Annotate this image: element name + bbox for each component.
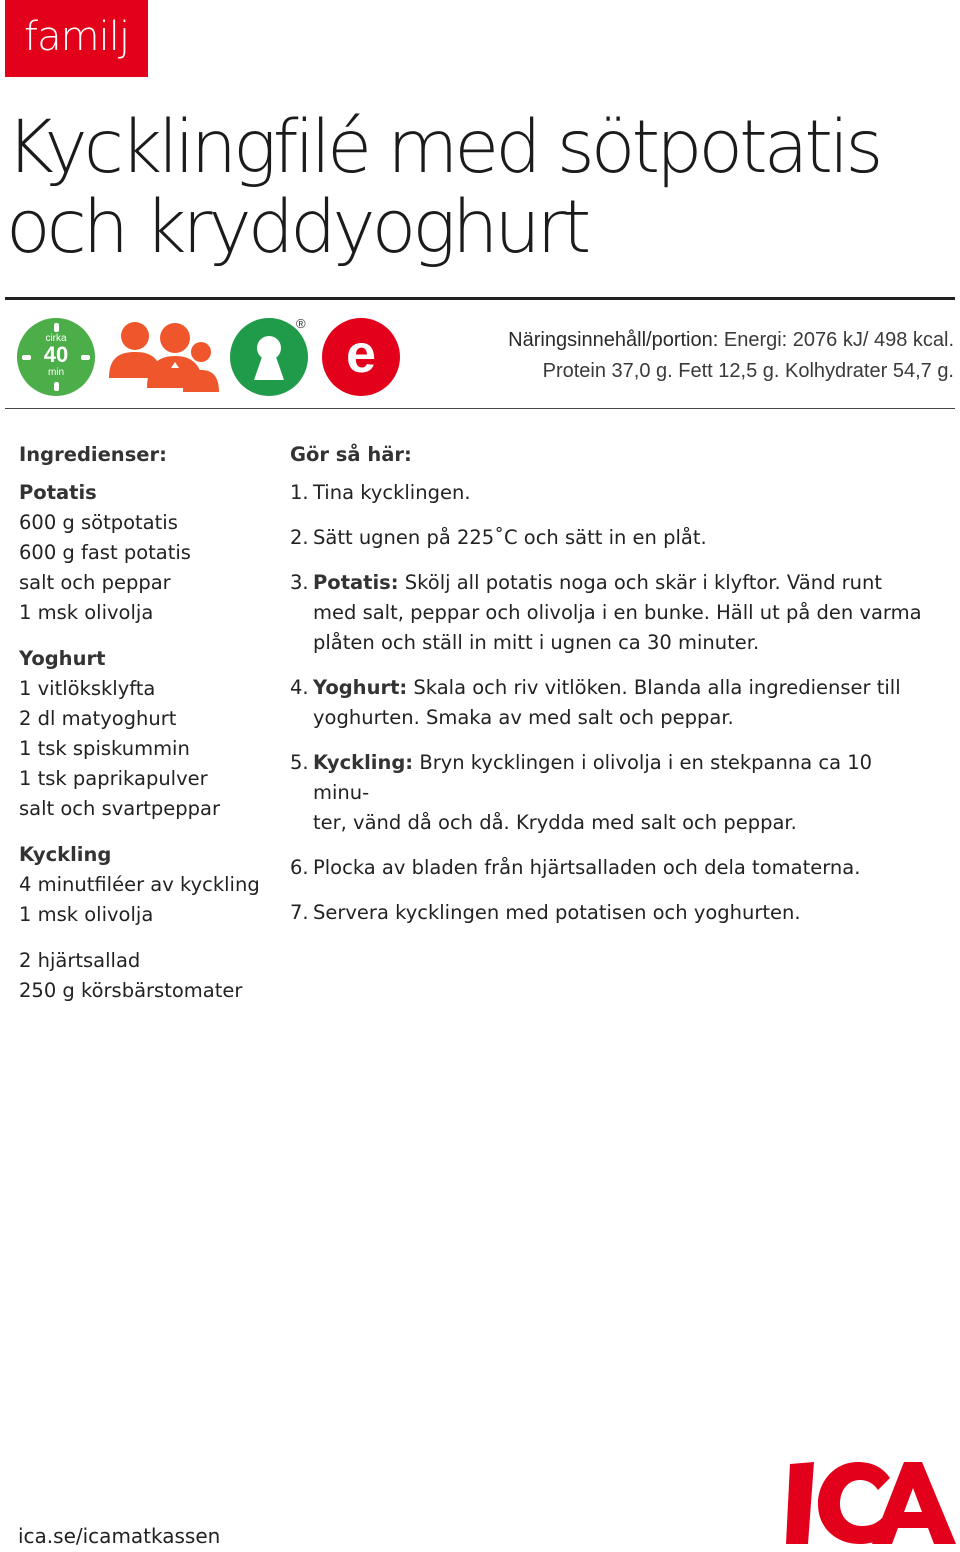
ingredient-group [19, 946, 269, 1006]
ingredient-group-title: Kyckling [19, 843, 112, 866]
ingredient-group-title: Yoghurt [19, 647, 106, 670]
time-minutes: 40 [43, 342, 69, 367]
step-text [313, 748, 930, 838]
ingredients-column [19, 440, 269, 1022]
step-line-text: ter, vänd då och då. Krydda med salt och peppar. [313, 811, 797, 834]
recipe-title [6, 105, 946, 270]
step-number: 3. [290, 571, 309, 594]
recipe-title-line-1: Kycklingfilé med sötpotatis [6, 105, 880, 190]
step-text [313, 568, 930, 658]
nutrition-macros: Protein 37,0 g. Fett 12,5 g. Kolhydrater 54,7 g. [542, 360, 954, 382]
people-icon [105, 316, 223, 396]
step-line [313, 598, 930, 628]
step-line [313, 898, 930, 928]
step-line [313, 853, 930, 883]
ingredient-item: 1 tsk paprikapulver [19, 767, 208, 790]
step-text [313, 898, 930, 928]
step-label: Yoghurt: [313, 676, 408, 699]
step-line [313, 628, 930, 658]
registered-mark: ® [296, 316, 306, 331]
ingredient-item: salt och svartpeppar [19, 797, 220, 820]
ingredient-item: 1 vitlöksklyfta [19, 677, 156, 700]
ingredient-item: 4 minutfiléer av kyckling [19, 873, 260, 896]
nutrition-energy: Energi: 2076 kJ/ 498 kcal. [723, 329, 954, 351]
ingredient-item: 600 g sötpotatis [19, 511, 178, 534]
step-line [313, 673, 930, 703]
step-line-text: Tina kycklingen. [313, 481, 471, 504]
nutrition-info [434, 325, 954, 387]
step-line [313, 478, 930, 508]
instruction-step [290, 673, 930, 733]
e-icon: e [322, 318, 400, 396]
ingredients-heading: Ingredienser: [19, 443, 167, 466]
time-unit: min [47, 367, 65, 378]
ingredient-item: 600 g fast potatis [19, 541, 191, 564]
ingredient-item: 2 hjärtsallad [19, 949, 141, 972]
step-number: 6. [290, 856, 309, 879]
ingredient-item: 250 g körsbärstomater [19, 979, 243, 1002]
step-number: 7. [290, 901, 309, 924]
instruction-step [290, 568, 930, 658]
step-line-text: Skölj all potatis noga och skär i klyftor. Vänd runt [404, 571, 883, 594]
step-label: Potatis: [313, 571, 399, 594]
ingredient-group [19, 478, 269, 628]
nutrition-label: Näringsinnehåll/portion: [508, 329, 719, 351]
instruction-step [290, 898, 930, 928]
instruction-step [290, 853, 930, 883]
step-line-text: Skala och riv vitlöken. Blanda alla ingredienser till [413, 676, 901, 699]
ingredient-item: 1 msk olivolja [19, 601, 154, 624]
divider-bottom [5, 408, 955, 409]
instruction-step [290, 478, 930, 508]
step-line-text: med salt, peppar och olivolja i en bunke. Häll ut på den varma [313, 601, 922, 624]
ingredient-item: 1 msk olivolja [19, 903, 154, 926]
footer-link[interactable]: ica.se/icamatkassen [18, 1524, 221, 1548]
category-tab: familj [5, 0, 148, 77]
time-badge-icon [17, 318, 95, 396]
step-text [313, 673, 930, 733]
step-line [313, 703, 930, 733]
step-number: 5. [290, 751, 309, 774]
step-line [313, 748, 930, 808]
ica-logo [786, 1458, 956, 1546]
step-text [313, 478, 930, 508]
divider-top [5, 297, 955, 300]
step-line [313, 568, 930, 598]
step-line-text: yoghurten. Smaka av med salt och peppar. [313, 706, 734, 729]
step-line-text: plåten och ställ in mitt i ugnen ca 30 minuter. [313, 631, 760, 654]
ingredient-item: 2 dl matyoghurt [19, 707, 177, 730]
step-text [313, 853, 930, 883]
step-label: Kyckling: [313, 751, 414, 774]
step-line-text: Sätt ugnen på 225˚C och sätt in en plåt. [313, 526, 707, 549]
step-number: 2. [290, 526, 309, 549]
instructions-column [290, 440, 930, 943]
step-line-text: Servera kycklingen med potatisen och yoghurten. [313, 901, 801, 924]
time-prefix: cirka [45, 333, 67, 344]
ingredient-item: salt och peppar [19, 571, 171, 594]
step-text [313, 523, 930, 553]
step-line-text: Plocka av bladen från hjärtsalladen och dela tomaterna. [313, 856, 861, 879]
instruction-step [290, 748, 930, 838]
step-number: 1. [290, 481, 309, 504]
step-line [313, 808, 930, 838]
ingredient-group [19, 644, 269, 824]
instructions-heading: Gör så här: [290, 443, 412, 466]
recipe-title-line-2: och kryddyoghurt [6, 185, 588, 270]
step-line [313, 523, 930, 553]
instruction-step [290, 523, 930, 553]
ingredient-group [19, 840, 269, 930]
ingredient-group-title: Potatis [19, 481, 97, 504]
step-number: 4. [290, 676, 309, 699]
ingredient-item: 1 tsk spiskummin [19, 737, 190, 760]
step-line-text: Bryn kycklingen i olivolja i en stekpanna ca 10 minu- [313, 751, 873, 804]
